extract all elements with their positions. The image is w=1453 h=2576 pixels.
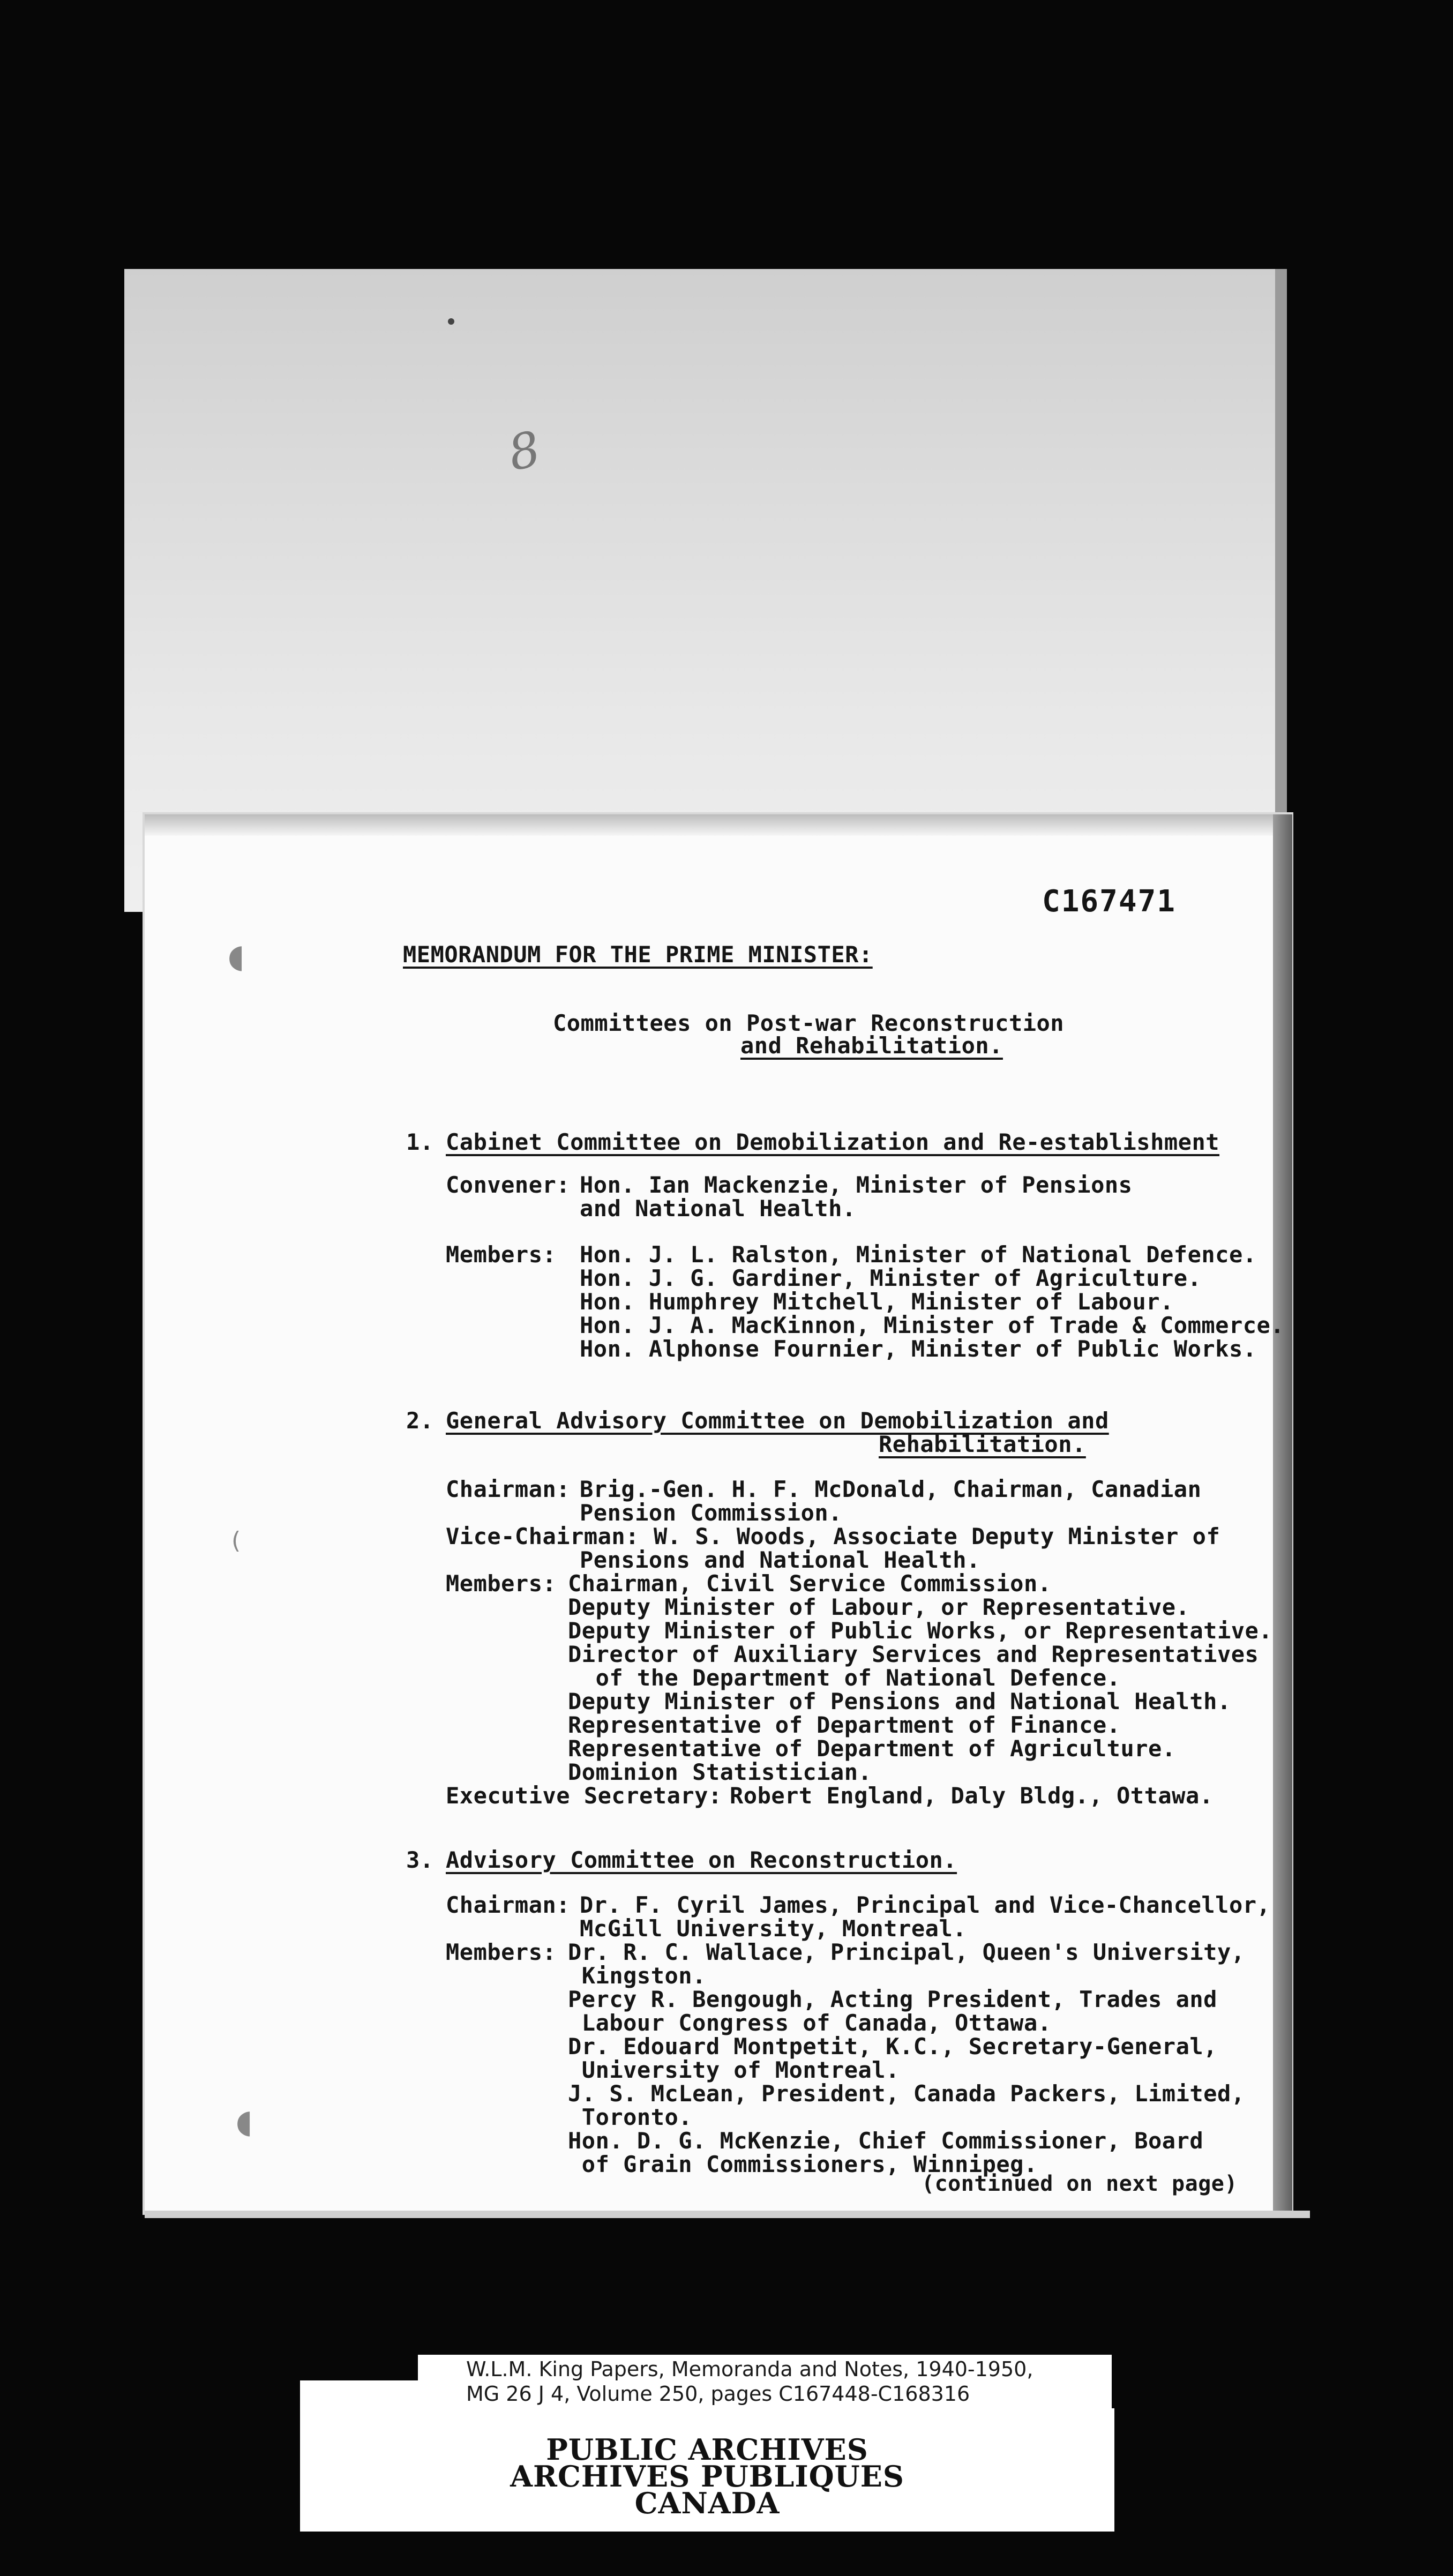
memo-heading: MEMORANDUM FOR THE PRIME MINISTER:	[403, 941, 873, 968]
field-label: Executive Secretary:	[446, 1783, 722, 1809]
field-label: Members:	[446, 1939, 557, 1965]
punch-hole-icon: (	[231, 1527, 241, 1554]
list-item: Deputy Minister of Labour, or Representative.	[568, 1594, 1190, 1620]
list-item: Representative of Department of Agriculture.	[568, 1735, 1176, 1762]
archive-citation-line1: W.L.M. King Papers, Memoranda and Notes, 1940-1950,	[466, 2357, 1033, 2381]
list-item: Toronto.	[568, 2104, 693, 2130]
list-item: Hon. J. G. Gardiner, Minister of Agriculture.	[580, 1265, 1202, 1291]
list-item: J. S. McLean, President, Canada Packers, Limited,	[568, 2080, 1245, 2107]
list-item: Chairman, Civil Service Commission.	[568, 1570, 1052, 1597]
list-item: University of Montreal.	[568, 2057, 900, 2083]
archive-title-fr: ARCHIVES PUBLIQUES	[510, 2459, 904, 2493]
field-label: Chairman:	[446, 1476, 571, 1502]
list-item: Labour Congress of Canada, Ottawa.	[568, 2010, 1052, 2036]
field-value: Robert England, Daly Bldg., Ottawa.	[730, 1783, 1214, 1809]
section-title: Rehabilitation.	[879, 1431, 1086, 1457]
field-value: McGill University, Montreal.	[580, 1915, 967, 1942]
list-item: Hon. Humphrey Mitchell, Minister of Labour.	[580, 1289, 1174, 1315]
memo-page-bottom-edge	[145, 2211, 1310, 2218]
field-label: Vice-Chairman:	[446, 1523, 640, 1549]
list-item: Director of Auxiliary Services and Representatives	[568, 1641, 1259, 1667]
list-item: Hon. D. G. McKenzie, Chief Commissioner, Board	[568, 2128, 1204, 2154]
memo-page-edge	[1273, 814, 1292, 2213]
section-number: 1.	[406, 1129, 434, 1155]
list-item: Dr. Edouard Montpetit, K.C., Secretary-General,	[568, 2033, 1217, 2060]
section-number: 3.	[406, 1847, 434, 1873]
list-item: Dr. R. C. Wallace, Principal, Queen's University,	[568, 1939, 1245, 1965]
list-item: Hon. J. L. Ralston, Minister of National Defence.	[580, 1241, 1257, 1268]
list-item: Hon. J. A. MacKinnon, Minister of Trade & Commerce.	[580, 1312, 1285, 1338]
field-value: Pension Commission.	[580, 1500, 842, 1526]
field-label: Chairman:	[446, 1892, 571, 1918]
list-item: Percy R. Bengough, Acting President, Trades and	[568, 1986, 1217, 2012]
section-title: Cabinet Committee on Demobilization and Re-establishment	[446, 1129, 1220, 1155]
archive-citation-line2: MG 26 J 4, Volume 250, pages C167448-C168316	[466, 2382, 970, 2406]
field-value: Dr. F. Cyril James, Principal and Vice-Chancellor,	[580, 1892, 1271, 1918]
list-item: Kingston.	[568, 1963, 706, 1989]
speck	[448, 318, 454, 325]
archive-title-country: CANADA	[634, 2486, 780, 2520]
list-item: Hon. Alphonse Fournier, Minister of Public Works.	[580, 1336, 1257, 1362]
field-value: Pensions and National Health.	[580, 1547, 980, 1573]
reference-number: C167471	[1042, 884, 1177, 919]
punch-hole-icon: ◖	[236, 2103, 253, 2140]
list-item: Deputy Minister of Pensions and National Health.	[568, 1688, 1231, 1714]
list-item: Representative of Department of Finance.	[568, 1712, 1121, 1738]
section-number: 2.	[406, 1407, 434, 1434]
label-tab	[300, 2355, 418, 2380]
continued-note: (continued on next page)	[922, 2171, 1238, 2196]
field-label: Members:	[446, 1241, 557, 1268]
list-item: Dominion Statistician.	[568, 1759, 872, 1785]
field-value: Hon. Ian Mackenzie, Minister of Pensions	[580, 1172, 1133, 1198]
field-label: Convener:	[446, 1172, 571, 1198]
label-tab	[1112, 2355, 1155, 2408]
section-title: General Advisory Committee on Demobilization and	[446, 1407, 1109, 1434]
field-value: and National Health.	[580, 1195, 856, 1222]
memo-subtitle-line1: Committees on Post-war Reconstruction	[553, 1010, 1065, 1036]
field-value: Brig.-Gen. H. F. McDonald, Chairman, Canadian	[580, 1476, 1202, 1502]
field-value: W. S. Woods, Associate Deputy Minister of	[654, 1523, 1220, 1549]
pencil-mark: 8	[503, 421, 545, 482]
section-title: Advisory Committee on Reconstruction.	[446, 1847, 957, 1873]
punch-hole-icon: ◖	[228, 938, 245, 975]
field-label: Members:	[446, 1570, 557, 1597]
list-item: of Grain Commissioners, Winnipeg.	[568, 2151, 1038, 2177]
list-item: of the Department of National Defence.	[568, 1665, 1121, 1691]
memo-subtitle-line2: and Rehabilitation.	[740, 1032, 1003, 1059]
archive-title-en: PUBLIC ARCHIVES	[546, 2432, 868, 2467]
list-item: Deputy Minister of Public Works, or Representative.	[568, 1618, 1273, 1644]
